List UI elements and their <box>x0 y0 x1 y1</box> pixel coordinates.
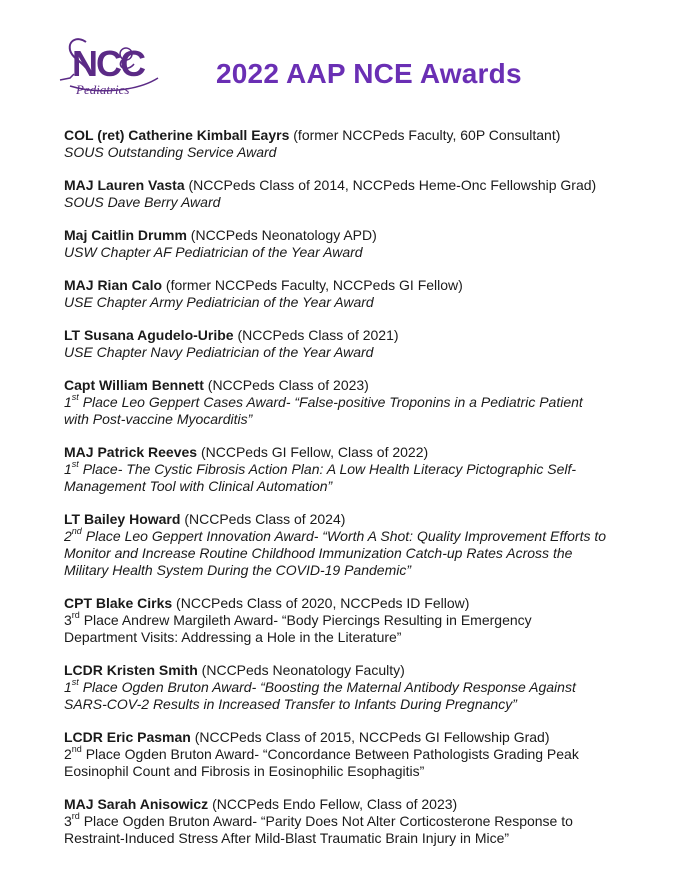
recipient-name: MAJ Patrick Reeves <box>64 444 198 460</box>
award-name-continued: Restraint-Induced Stress After Mild-Blast Traumatic Brain Injury in Mice” <box>64 830 510 846</box>
recipient-name: LCDR Kristen Smith <box>64 662 198 678</box>
recipient-affiliation: (NCCPeds Neonatology Faculty) <box>197 662 405 678</box>
recipient-affiliation: (NCCPeds Class of 2024) <box>180 511 346 527</box>
recipient-affiliation: (NCCPeds Class of 2014, NCCPeds Heme-Onc Fellowship Grad) <box>184 177 597 193</box>
award-name: 1st Place Leo Geppert Cases Award- “False-positive Troponins in a Pediatric Patient <box>64 392 583 410</box>
recipient-name: MAJ Lauren Vasta <box>64 177 185 193</box>
recipient-affiliation: (NCCPeds Neonatology APD) <box>186 227 377 243</box>
award-name-continued: with Post-vaccine Myocarditis” <box>64 411 253 427</box>
award-entry <box>64 595 654 646</box>
recipient-name: MAJ Sarah Anisowicz <box>64 796 209 812</box>
document-header <box>0 0 677 110</box>
recipient-name: COL (ret) Catherine Kimball Eayrs <box>64 127 290 143</box>
award-entry <box>64 444 654 495</box>
award-name: SOUS Dave Berry Award <box>64 194 221 210</box>
award-name: 1st Place- The Cystic Fibrosis Action Plan: A Low Health Literacy Pictographic Self- <box>64 459 577 477</box>
page-title: 2022 AAP NCE Awards <box>216 58 522 89</box>
award-entry <box>64 796 654 847</box>
recipient-affiliation: (former NCCPeds Faculty, 60P Consultant) <box>289 127 561 143</box>
award-entry <box>64 511 654 579</box>
svg-text:Pediatrics: Pediatrics <box>76 82 130 97</box>
award-name-continued: SARS-COV-2 Results in Increased Transfer to Infants During Pregnancy” <box>64 696 517 712</box>
recipient-name: Capt William Bennett <box>64 377 204 393</box>
award-name: USE Chapter Navy Pediatrician of the Year Award <box>64 344 374 360</box>
recipient-affiliation: (NCCPeds Class of 2021) <box>233 327 399 343</box>
award-name: SOUS Outstanding Service Award <box>64 144 277 160</box>
award-name-continued: Military Health System During the COVID-19 Pandemic” <box>64 562 412 578</box>
award-entry <box>64 662 654 713</box>
award-name-continued: Department Visits: Addressing a Hole in the Literature” <box>64 629 402 645</box>
recipient-name: CPT Blake Cirks <box>64 595 173 611</box>
award-name: 1st Place Ogden Bruton Award- “Boosting the Maternal Antibody Response Against <box>64 677 576 695</box>
award-name: 3rd Place Andrew Margileth Award- “Body Piercings Resulting in Emergency <box>64 610 532 628</box>
recipient-name: MAJ Rian Calo <box>64 277 163 293</box>
award-entry <box>64 127 654 161</box>
recipient-name: LCDR Eric Pasman <box>64 729 191 745</box>
award-entry <box>64 177 654 211</box>
award-name: 2nd Place Leo Geppert Innovation Award- “Worth A Shot: Quality Improvement Efforts to <box>64 526 607 544</box>
recipient-name: LT Susana Agudelo-Uribe <box>64 327 234 343</box>
award-name-continued: Monitor and Increase Routine Childhood Immunization Catch-up Rates Across the <box>64 545 573 561</box>
recipient-affiliation: (NCCPeds Class of 2023) <box>203 377 369 393</box>
recipient-affiliation: (NCCPeds Class of 2020, NCCPeds ID Fellow) <box>172 595 470 611</box>
recipient-name: LT Bailey Howard <box>64 511 181 527</box>
award-name: USE Chapter Army Pediatrician of the Year Award <box>64 294 374 310</box>
recipient-affiliation: (NCCPeds GI Fellow, Class of 2022) <box>197 444 429 460</box>
award-name: USW Chapter AF Pediatrician of the Year Award <box>64 244 363 260</box>
recipient-name: Maj Caitlin Drumm <box>64 227 187 243</box>
recipient-affiliation: (NCCPeds Class of 2015, NCCPeds GI Fellowship Grad) <box>190 729 550 745</box>
award-entry <box>64 729 654 780</box>
awards-list <box>64 127 654 863</box>
recipient-affiliation: (NCCPeds Endo Fellow, Class of 2023) <box>208 796 458 812</box>
award-entry <box>64 377 654 428</box>
award-entry <box>64 277 654 311</box>
award-entry <box>64 327 654 361</box>
svg-text:NCC: NCC <box>72 43 144 84</box>
award-name: 3rd Place Ogden Bruton Award- “Parity Does Not Alter Corticosterone Response to <box>64 811 573 829</box>
award-name: 2nd Place Ogden Bruton Award- “Concordance Between Pathologists Grading Peak <box>64 744 579 762</box>
award-name-continued: Eosinophil Count and Fibrosis in Eosinophilic Esophagitis” <box>64 763 425 779</box>
recipient-affiliation: (former NCCPeds Faculty, NCCPeds GI Fellow) <box>162 277 463 293</box>
ncc-pediatrics-logo <box>56 34 166 98</box>
award-name-continued: Management Tool with Clinical Automation” <box>64 478 333 494</box>
award-entry <box>64 227 654 261</box>
